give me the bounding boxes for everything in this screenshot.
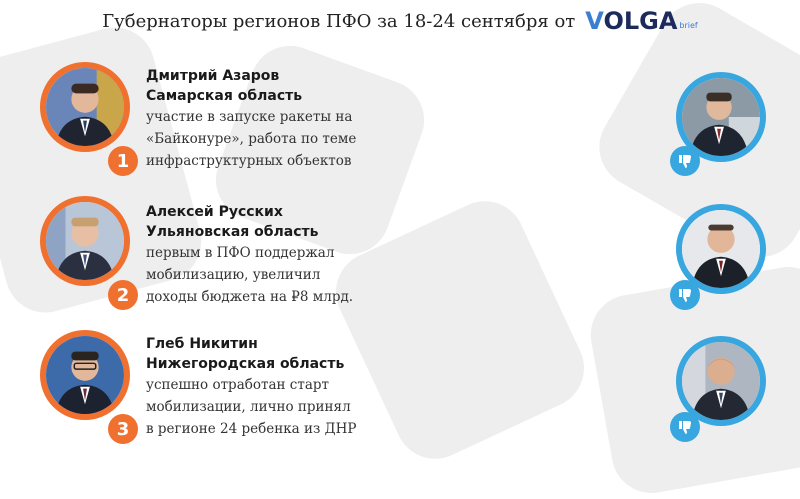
governor-desc-line: первым в ПФО поддержал bbox=[146, 245, 335, 261]
governor-text bbox=[146, 334, 356, 440]
governor-name: Дмитрий Азаров bbox=[146, 68, 280, 84]
governor-photo bbox=[40, 330, 130, 420]
governor-text bbox=[146, 66, 356, 172]
governor-region: Ульяновская область bbox=[146, 224, 319, 240]
governor-desc-line: доходы бюджета на ₽8 млрд. bbox=[146, 289, 354, 305]
rank-badge: 1 bbox=[108, 146, 138, 176]
governor-photo bbox=[40, 62, 130, 152]
governor-desc-line: инфраструктурных объектов bbox=[146, 153, 352, 169]
governor-photo bbox=[40, 196, 130, 286]
portrait-icon bbox=[46, 202, 124, 280]
governor-region: Самарская область bbox=[146, 88, 303, 104]
governor-desc-line: «Байконуре», работа по теме bbox=[146, 131, 357, 147]
governor-name: Глеб Никитин bbox=[146, 336, 258, 352]
thumbs-down-icon bbox=[670, 280, 700, 310]
page-title: Губернаторы регионов ПФО за 18-24 сентября от bbox=[102, 10, 576, 32]
governor-desc-line: мобилизацию, увеличил bbox=[146, 267, 321, 283]
thumbs-down-icon bbox=[670, 146, 700, 176]
governor-text bbox=[146, 202, 353, 308]
portrait-icon bbox=[682, 342, 760, 420]
governor-name: Алексей Русских bbox=[146, 204, 283, 220]
governor-desc-line: мобилизации, лично принял bbox=[146, 399, 351, 415]
rank-badge: 3 bbox=[108, 414, 138, 444]
logo-sub: brief bbox=[679, 21, 698, 30]
governor-desc-line: успешно отработан старт bbox=[146, 377, 329, 393]
portrait-icon bbox=[682, 210, 760, 288]
governor-desc-line: в регионе 24 ребенка из ДНР bbox=[146, 421, 357, 437]
portrait-icon bbox=[46, 68, 124, 146]
thumbs-down-icon bbox=[670, 412, 700, 442]
header bbox=[0, 0, 800, 42]
governor-desc-line: участие в запуске ракеты на bbox=[146, 109, 353, 125]
volga-brief-logo bbox=[585, 7, 697, 35]
portrait-icon bbox=[682, 78, 760, 156]
portrait-icon bbox=[46, 336, 124, 414]
logo-wordmark: VOLGA bbox=[585, 7, 678, 35]
rank-badge: 2 bbox=[108, 280, 138, 310]
governor-region: Нижегородская область bbox=[146, 356, 345, 372]
